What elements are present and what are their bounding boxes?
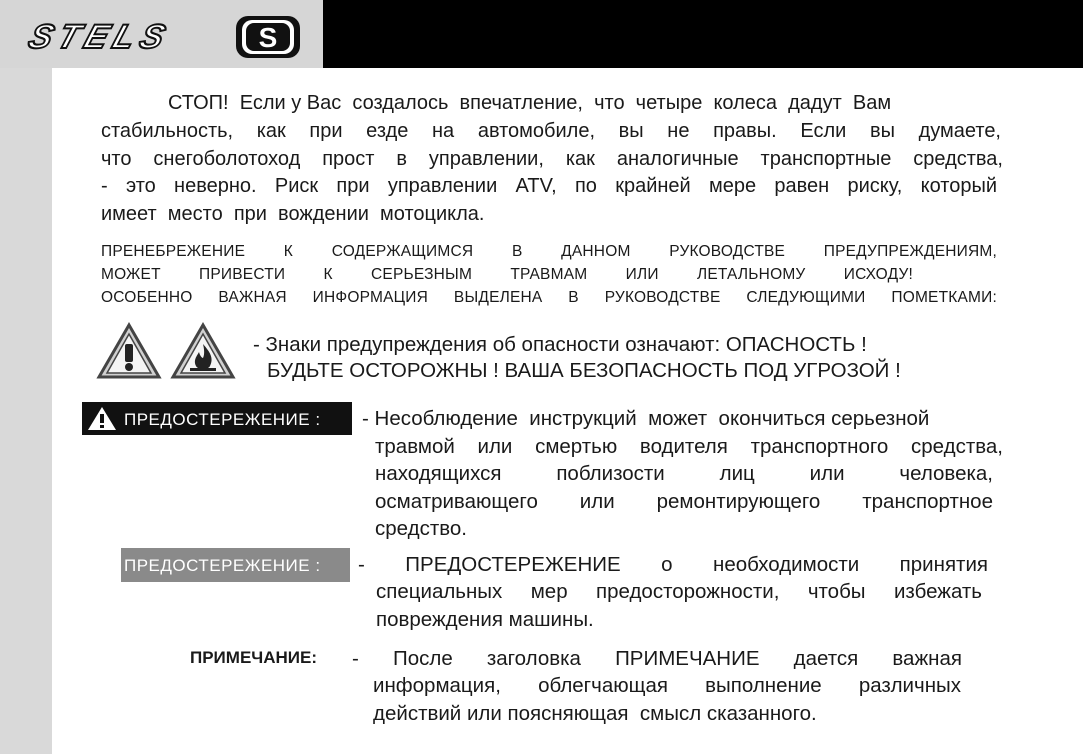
fire-warning-icon bbox=[170, 322, 236, 380]
warning-badge-label: ПРЕДОСТЕРЕЖЕНИЕ : bbox=[124, 410, 321, 429]
warning-line-2: травмой или смертью водителя транспортного средства, bbox=[375, 435, 1003, 458]
caps-warning-line-1: ПРЕНЕБРЕЖЕНИЕ К СОДЕРЖАЩИМСЯ В ДАННОМ РУКОВОДСТВЕ ПРЕДУПРЕЖДЕНИЯМ, bbox=[101, 243, 997, 260]
brand-wordmark: STELS bbox=[23, 18, 176, 56]
intro-line-5: имеет место при вождении мотоцикла. bbox=[101, 203, 485, 225]
note-label: ПРИМЕЧАНИЕ: bbox=[190, 648, 317, 667]
danger-line-2: БУДЬТЕ ОСТОРОЖНЫ ! ВАША БЕЗОПАСНОСТЬ ПОД УГРОЗОЙ ! bbox=[267, 359, 901, 382]
header-bar bbox=[323, 0, 1083, 68]
intro-line-3: что снегоболотоход прост в управлении, как аналогичные транспортные средства, bbox=[101, 148, 1003, 170]
caps-warning-line-2: МОЖЕТ ПРИВЕСТИ К СЕРЬЕЗНЫМ ТРАВМАМ ИЛИ ЛЕТАЛЬНОМУ ИСХОДУ! bbox=[101, 266, 913, 283]
caution-line-2: специальных мер предосторожности, чтобы избежать bbox=[376, 580, 982, 603]
note-line-3: действий или поясняющая смысл сказанного. bbox=[373, 702, 817, 725]
caution-badge-label: ПРЕДОСТЕРЕЖЕНИЕ : bbox=[124, 556, 321, 575]
exclamation-warning-icon bbox=[96, 322, 162, 380]
caution-line-3: повреждения машины. bbox=[376, 608, 594, 631]
warning-line-3: находящихся поблизости лиц или человека, bbox=[375, 462, 993, 485]
danger-line-1: - Знаки предупреждения об опасности означают: ОПАСНОСТЬ ! bbox=[253, 333, 867, 356]
caution-badge bbox=[121, 548, 350, 582]
caution-line-1: - ПРЕДОСТЕРЕЖЕНИЕ о необходимости принятия bbox=[358, 553, 988, 576]
intro-line-4: - это неверно. Риск при управлении ATV, по крайней мере равен риску, который bbox=[101, 175, 997, 197]
emblem-letter: S bbox=[258, 22, 278, 53]
warning-line-4: осматривающего или ремонтирующего транспортное bbox=[375, 490, 993, 513]
warning-line-5: средство. bbox=[375, 517, 467, 540]
intro-line-2: стабильность, как при езде на автомобиле, вы не правы. Если вы думаете, bbox=[101, 120, 1001, 142]
left-margin-strip bbox=[0, 68, 52, 754]
warning-line-1: - Несоблюдение инструкций может окончиться серьезной bbox=[362, 407, 930, 430]
caps-warning-line-3: ОСОБЕННО ВАЖНАЯ ИНФОРМАЦИЯ ВЫДЕЛЕНА В РУКОВОДСТВЕ СЛЕДУЮЩИМИ ПОМЕТКАМИ: bbox=[101, 289, 997, 306]
warning-badge bbox=[82, 402, 352, 435]
note-line-1: - После заголовка ПРИМЕЧАНИЕ дается важная bbox=[352, 647, 962, 670]
intro-line-1: СТОП! Если у Вас создалось впечатление, что четыре колеса дадут Вам bbox=[168, 92, 892, 114]
logo-area bbox=[0, 0, 323, 68]
brand-emblem-icon bbox=[236, 16, 300, 58]
note-line-2: информация, облегчающая выполнение различных bbox=[373, 674, 961, 697]
warning-triangle-icon bbox=[87, 406, 117, 431]
